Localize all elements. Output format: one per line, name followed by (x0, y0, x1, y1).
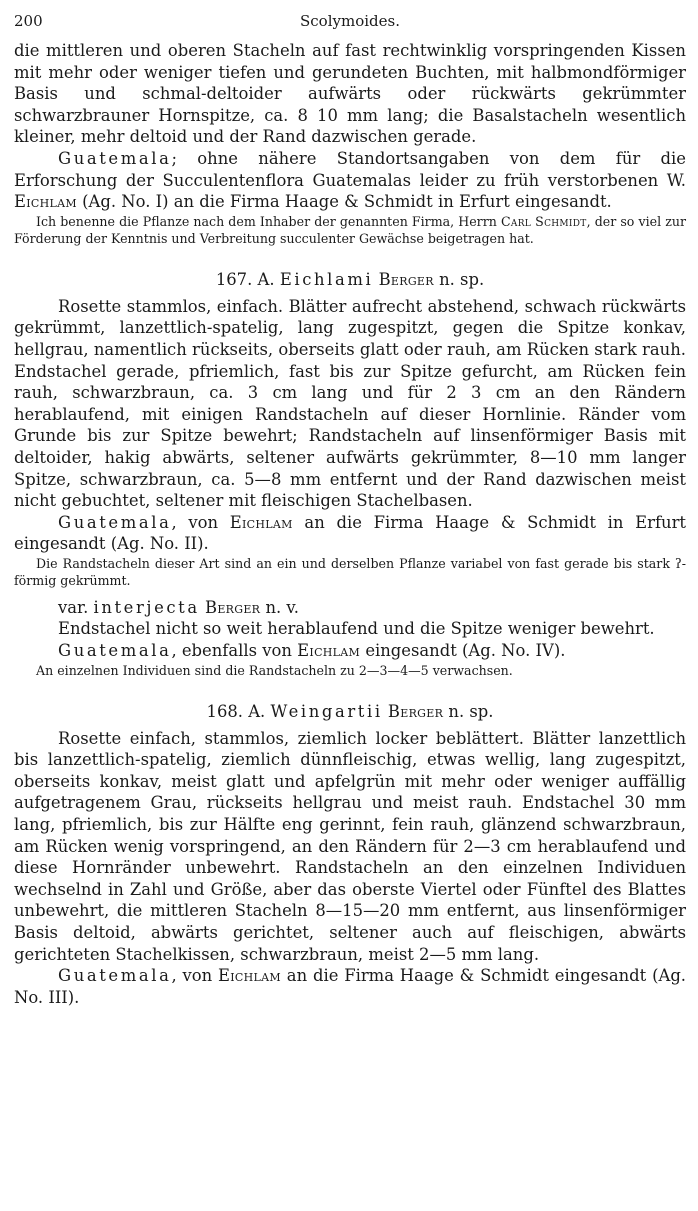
species-epithet: Weingartii (270, 701, 383, 721)
species-locality-167: Guatemala, von Eichlam an die Firma Haage & Schmidt in Erfurt eingesandt (Ag. No. II). (14, 512, 686, 554)
variety-epithet: interjecta (93, 597, 200, 617)
variety-locality: Guatemala, ebenfalls von Eichlam eingesandt (Ag. No. IV). (58, 641, 566, 661)
species-heading-167: 167. A. Eichlami Berger n. sp. (215, 269, 485, 289)
species-epithet: Eichlami (279, 269, 374, 289)
species-locality-168: Guatemala, von Eichlam an die Firma Haage & Schmidt eingesandt (Ag. No. III). (14, 966, 687, 1007)
species-heading-168: 168. A. Weingartii Berger n. sp. (206, 701, 494, 721)
running-title: Scolymoides. (300, 12, 400, 30)
species-description-168: Rosette einfach, stammlos, ziemlich locker beblättert. Blätter lanzettlich bis lanzettlich-spatelig, ziemlich dünnfleischig, etwas wellig, lang zugespitzt, oberseits konkav, meist glatt und apfelgrün mit mehr oder weniger auffällig aufgetragenem Grau, rückseits hellgrau und meist rauh. Endstachel 30 mm lang, pfriemlich, bis zur Hälfte eng gerinnt, fein rauh, glänzend schwarzbraun, am Rücken wenig vorspringend, an den Rändern für 2—3 cm herablaufend und diese Hornränder unbewehrt. Randstacheln an den einzelnen Individuen wechselnd in Zahl und Größe, aber das oberste Viertel oder Fünftel des Blattes unbewehrt, die mittleren Stacheln 8—15—20 mm entfernt, aus linsenförmiger Basis deltoid, abwärts gerichtet, seltener auch auf fleischigen, abwärts gerichteten Stachelkissen, schwarzbraun, meist 2—5 mm lang. (14, 728, 686, 964)
species-author: Berger (378, 269, 434, 289)
intro-note: Ich benenne die Pflanze nach dem Inhaber der genannten Firma, Herrn Carl Schmidt, der so viel zur Förderung der Kenntnis und Verbreitung succulenter Gewächse beigetragen hat. (14, 213, 686, 246)
variety-heading: var. interjecta Berger n. v. (58, 597, 299, 617)
page-header (14, 12, 686, 40)
species-note-167: Die Randstacheln dieser Art sind an ein und derselben Pflanze variabel von fast gerade bis stark ʔ-förmig gekrümmt. (14, 555, 686, 588)
variety-description: Endstachel nicht so weit herablaufend und die Spitze weniger bewehrt. (58, 619, 655, 639)
variety-note: An einzelnen Individuen sind die Randstacheln zu 2—3—4—5 verwachsen. (36, 662, 513, 678)
page-number: 200 (14, 12, 43, 30)
intro-paragraph: die mittleren und oberen Stacheln auf fast rechtwinklig vorspringenden Kissen mit mehr oder weniger tiefen und gerundeten Buchten, mit halbmondförmiger Basis und schmal-deltoider aufwärts oder rückwärts gekrümmter schwarzbrauner Hornspitze, ca. 8 10 mm lang; die Basalstacheln wesentlich kleiner, mehr deltoid und der Rand dazwischen gerade. (14, 41, 686, 147)
species-author: Berger (387, 701, 444, 721)
locality-place: Guatemala (58, 148, 172, 168)
species-description-167: Rosette stammlos, einfach. Blätter aufrecht abstehend, schwach rückwärts gekrümmt, lanzettlich-spatelig, lang zugespitzt, gegen die Spitze konkav, hellgrau, namentlich rückseits, oberseits glatt oder rauh, am Rücken stark rauh. Endstachel gerade, pfriemlich, fast bis zur Spitze gefurcht, am Rücken fein rauh, schwarzbraun, ca. 3 cm lang und für 2 3 cm an den Rändern herablaufend, mit einigen Randstacheln auf dieser Hornlinie. Ränder vom Grunde bis zur Spitze bewehrt; Randstacheln auf linsenförmiger Basis mit deltoider, hakig abwärts, seltener aufwärts gekrümmter, 8—10 mm langer Spitze, schwarzbraun, ca. 5—8 mm entfernt und der Rand dazwischen meist nicht gebuchtet, seltener mit fleischigen Stachelbasen. (14, 296, 686, 511)
intro-locality: Guatemala; ohne nähere Standortsangaben von dem für die Erforschung der Succulentenflora Guatemalas leider zu früh verstorbenen W. Eichlam (Ag. No. I) an die Firma Haage & Schmidt in Erfurt eingesandt. (14, 148, 686, 212)
collector-name: Eichlam (14, 192, 77, 212)
book-page (14, 12, 686, 1008)
